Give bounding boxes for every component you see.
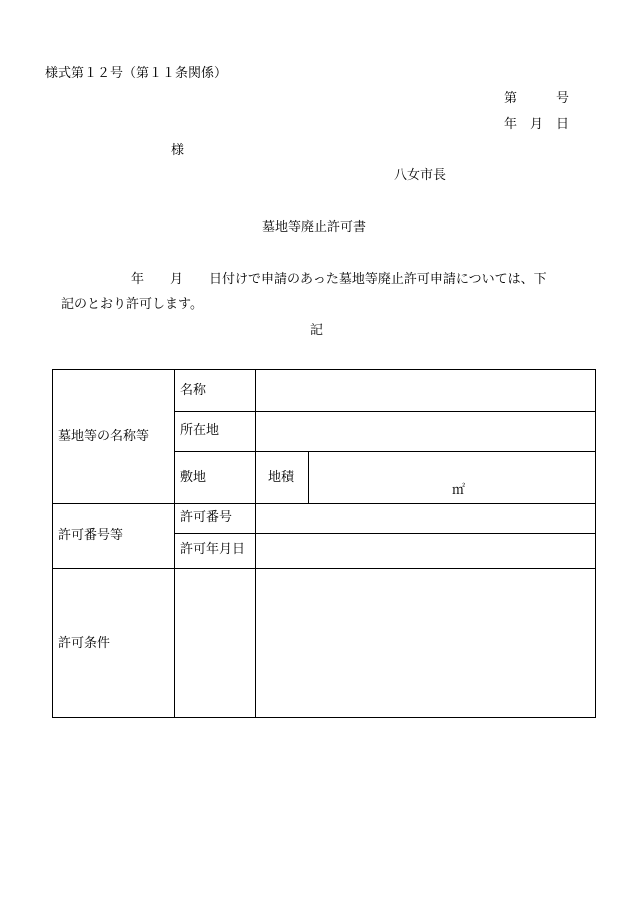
permit-table [52,369,596,718]
column-divider [308,451,309,503]
location-label: 所在地 [180,423,220,438]
ki-marker: 記 [310,323,324,338]
cemetery-group-label: 墓地等の名称等 [58,429,150,444]
row-divider [174,533,596,534]
document-title: 墓地等廃止許可書 [262,220,367,235]
body-text-line-1: 年 月 日付けで申請のあった墓地等廃止許可申請については、下 [131,272,547,287]
body-text-line-2: 記のとおり許可します。 [61,297,203,312]
row-divider [174,451,596,452]
column-divider [174,370,175,718]
issuer: 八女市長 [394,168,447,183]
permit-number-label: 許可番号 [180,510,233,525]
row-divider [53,568,596,569]
permit-date-label: 許可年月日 [180,542,246,557]
column-divider [255,370,256,718]
name-label: 名称 [180,383,207,398]
row-divider [174,411,596,412]
conditions-label: 許可条件 [58,636,111,651]
addressee-suffix: 様 [171,143,185,158]
form-number: 様式第１２号（第１１条関係） [45,66,228,81]
area-label: 地積 [268,470,295,485]
site-label: 敷地 [180,470,207,485]
permit-group-label: 許可番号等 [58,528,124,543]
document-number-label: 第 号 [504,91,570,106]
date-label: 年 月 日 [504,117,570,132]
area-unit: ㎡ [452,483,466,498]
row-divider [53,503,596,504]
